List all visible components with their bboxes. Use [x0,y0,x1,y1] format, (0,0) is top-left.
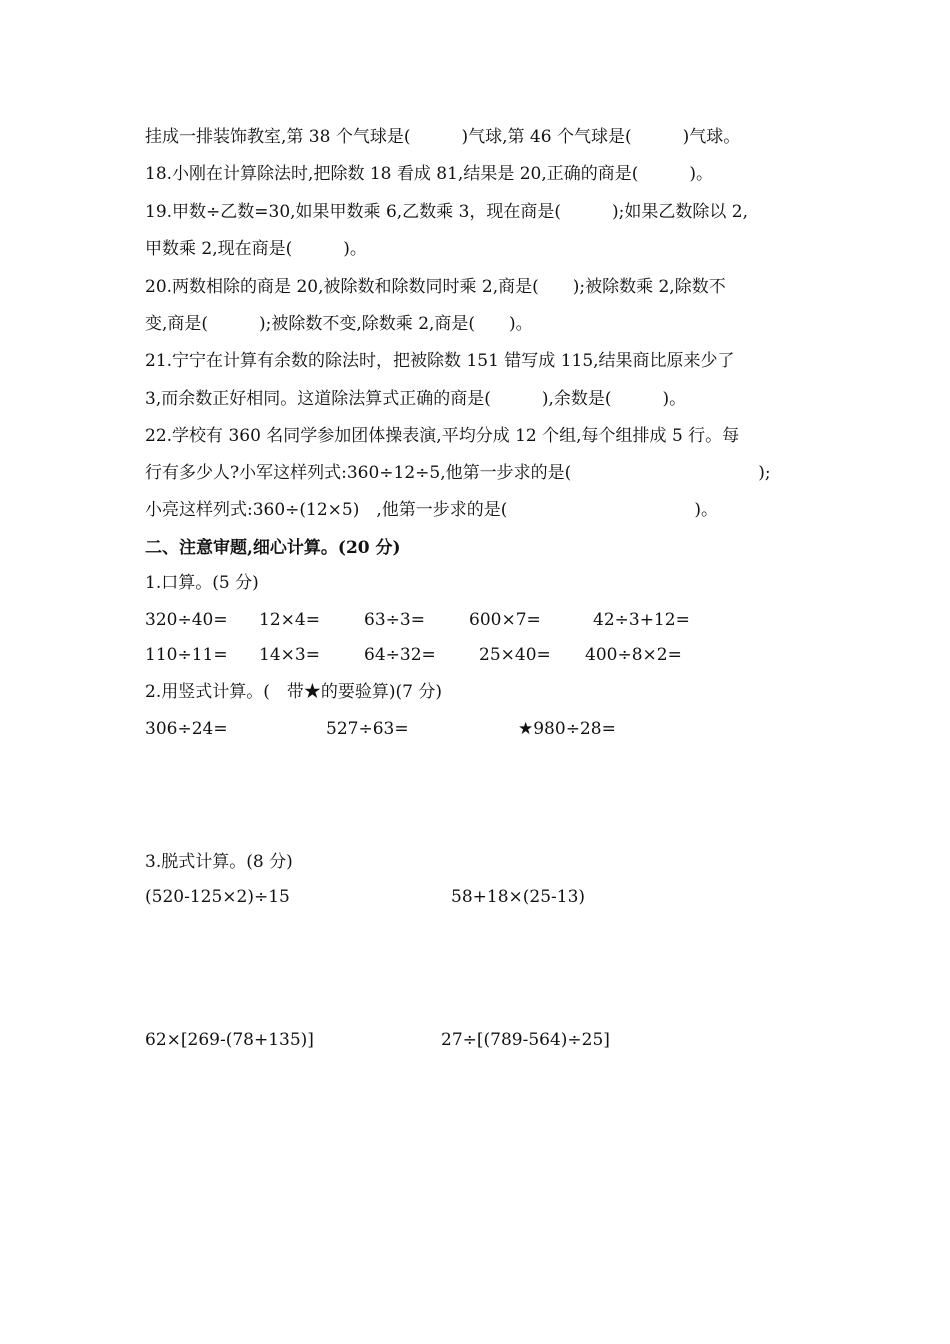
question-18: 18.小刚在计算除法时,把除数 18 看成 81,结果是 20,正确的商是( )。 [145,164,714,184]
mental-math-item: 110÷11= [145,645,228,665]
question-line: 甲数乘 2,现在商是( )。 [145,239,367,259]
section-2-heading: 二、注意审题,细心计算。(20 分) [145,538,401,558]
question-line: 变,商是( );被除数不变,除数乘 2,商是( )。 [145,314,533,334]
question-20: 20.两数相除的商是 20,被除数和除数同时乘 2,商是( );被除数乘 2,除数不 [145,277,726,297]
step-calc-item: 58+18×(25-13) [451,887,586,907]
mental-math-item: 400÷8×2= [585,645,682,665]
question-line: 挂成一排装饰教室,第 38 个气球是( )气球,第 46 个气球是( )气球。 [145,127,741,147]
question-19: 19.甲数÷乙数=30,如果甲数乘 6,乙数乘 3，现在商是( );如果乙数除以 2, [145,202,749,222]
vertical-calc-title: 2.用竖式计算。( 带★的要验算)(7 分) [145,682,442,702]
vertical-calc-item: 306÷24= [145,719,228,739]
mental-math-item: 14×3= [259,645,320,665]
step-calc-item: 27÷[(789-564)÷25] [441,1030,610,1050]
question-22: 22.学校有 360 名同学参加团体操表演,平均分成 12 个组,每个组排成 5 行。每 [145,426,740,446]
mental-math-item: 64÷32= [364,645,436,665]
vertical-calc-item: ★980÷28= [518,719,616,739]
question-line: 小亮这样列式:360÷(12×5) ,他第一步求的是( )。 [145,500,719,520]
step-calc-item: 62×[269-(78+135)] [145,1030,314,1050]
mental-math-item: 63÷3= [364,610,425,630]
mental-math-title: 1.口算。(5 分) [145,573,259,593]
question-21: 21.宁宁在计算有余数的除法时，把被除数 151 错写成 115,结果商比原来少了 [145,351,735,371]
question-line: 3,而余数正好相同。这道除法算式正确的商是( ),余数是( )。 [145,389,687,409]
step-calc-title: 3.脱式计算。(8 分) [145,852,293,872]
mental-math-item: 12×4= [259,610,320,630]
mental-math-item: 25×40= [479,645,551,665]
step-calc-item: (520-125×2)÷15 [145,887,290,907]
mental-math-item: 600×7= [469,610,541,630]
mental-math-item: 42÷3+12= [593,610,690,630]
vertical-calc-item: 527÷63= [326,719,409,739]
question-line: 行有多少人?小军这样列式:360÷12÷5,他第一步求的是( ); [145,463,771,483]
mental-math-item: 320÷40= [145,610,228,630]
